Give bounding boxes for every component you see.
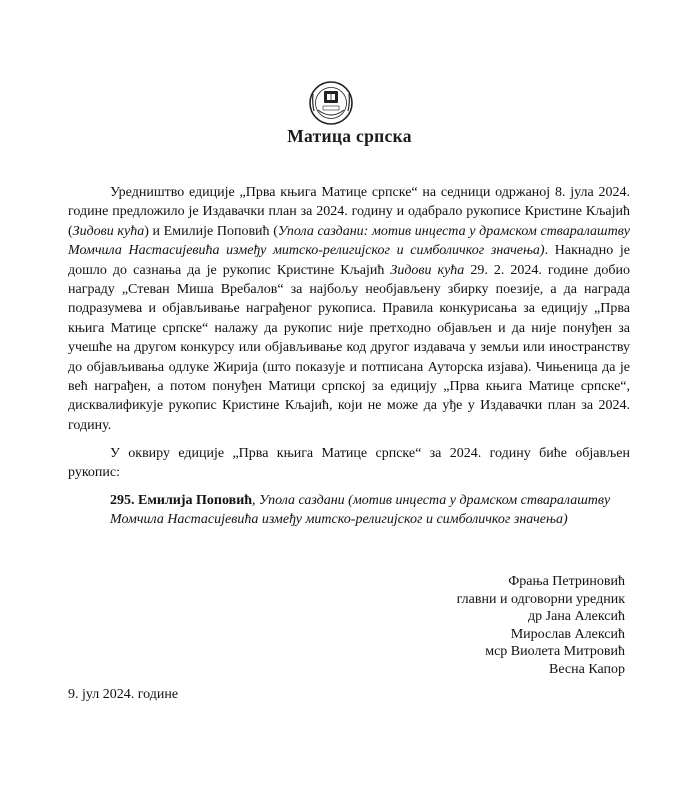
- announcement-paragraph: У оквиру едиције „Прва књига Матице српске“ за 2024. годину биће објављен рукопис:: [68, 446, 630, 481]
- book-title-zidovi-kuca: Зидови кућа: [390, 262, 465, 278]
- signer-name: Мирослав Алексић: [510, 626, 625, 642]
- decision-paragraph: [68, 183, 630, 435]
- matica-srpska-logo: [304, 80, 358, 126]
- signer-name: мср Виолета Митровић: [485, 644, 625, 660]
- signer-name: др Јана Алексић: [528, 609, 625, 625]
- entry-author: Емилија Поповић: [138, 493, 253, 508]
- entry-separator: ,: [252, 493, 260, 508]
- signer-role: главни и одговорни уредник: [456, 591, 625, 607]
- paragraph-text: 29. 2. 2024. године добио награду „Стеван Миша Вребалов“ за најбољу необјављену збирку поезије, а да награда подразумева и објављивање награђеног рукописа. Правила конкурисања за едицију „Прва књига Матице српске“ налажу да рукопис није претходно објављен и да није понуђен за учешће на другом конкурсу или објављивање код другог издавача у земљи или иностранству до објављивања одлуке Жирија (што показује и потписана Ауторска изјава). Чињеница да је већ награђен, а потом понуђен Матици српској за едицију „Прва књига Матице српске“, дисквалификује рукопис Кристине Кљајић, који не може да уђе у Издавачки план за 2024. годину.: [68, 262, 630, 433]
- paragraph-text: . Накнадно је дошло до сазнања да је рукопис Кристине Кљајић: [68, 243, 630, 278]
- book-title-zidovi-kuca: Зидови кућа: [72, 223, 145, 239]
- organization-name: Матица српска: [287, 126, 412, 146]
- signatures-block: [457, 573, 625, 679]
- paragraph-text: ) и Емилије Поповић (: [144, 223, 278, 239]
- entry-number: 295.: [110, 493, 135, 508]
- entry-title: Упола саздани (мотив инцеста у драмском стваралаштву Момчила Настасијевића између митско-религијског и симболичког значења): [110, 493, 611, 528]
- book-title-upola-sazdani: Упола саздани: мотив инцеста у драмском стваралаштву Момчила Настасијевића између митско-религијског и симболичког значења): [68, 223, 630, 259]
- signer-name: Фрања Петриновић: [508, 574, 625, 589]
- published-manuscript-entry: [110, 491, 640, 530]
- signer-name: Весна Капор: [549, 661, 625, 677]
- paragraph-text: Уредништво едиције „Прва књига Матице српске“ на седници одржаној 8. јула 2024. године предложило је Издавачки план за 2024. годину и одабрало рукописе Кристине Кљајић (: [68, 185, 630, 239]
- document-date: 9. јул 2024. године: [68, 687, 179, 702]
